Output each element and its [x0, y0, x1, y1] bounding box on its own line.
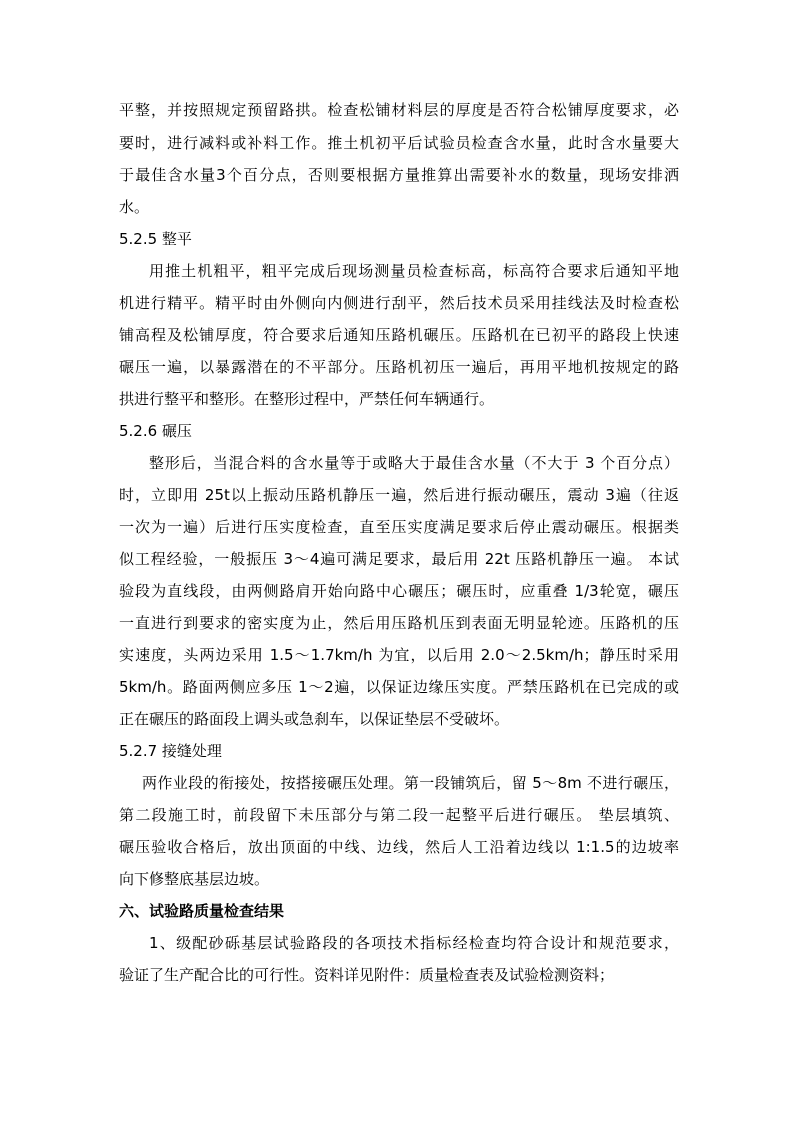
- paragraph-line: 实速度，头两边采用 1.5～1.7km/h 为宜，以后用 2.0～2.5km/h；静压时采用: [119, 646, 679, 664]
- paragraph-line: 正在碾压的路面段上调头或急刹车，以保证垫层不受破坏。: [119, 710, 510, 728]
- section-heading-5-2-5: 5.2.5 整平: [119, 230, 192, 248]
- paragraph-line: 于最佳含水量3个百分点，否则要根据方量推算出需要补水的数量，现场安排洒: [119, 166, 679, 184]
- paragraph-line: 1、级配砂砾基层试验路段的各项技术指标经检查均符合设计和规范要求，: [149, 934, 679, 952]
- paragraph-line: 一直进行到要求的密实度为止，然后用压路机压到表面无明显轮迹。压路机的压: [119, 614, 679, 632]
- paragraph-line: 验段为直线段，由两侧路肩开始向路中心碾压；碾压时，应重叠 1/3轮宽，碾压: [119, 582, 679, 600]
- paragraph-line: 5km/h。路面两侧应多压 1～2遍，以保证边缘压实度。严禁压路机在已完成的或: [119, 678, 679, 696]
- paragraph-line: 水。: [119, 198, 150, 216]
- paragraph-line: 整形后，当混合料的含水量等于或略大于最佳含水量（不大于 3 个百分点）: [149, 454, 679, 472]
- paragraph-line: 碾压一遍，以暴露潜在的不平部分。压路机初压一遍后，再用平地机按规定的路: [119, 358, 679, 376]
- paragraph-line: 铺高程及松铺厚度，符合要求后通知压路机碾压。压路机在已初平的路段上快速: [119, 326, 679, 344]
- paragraph-line: 拱进行整平和整形。在整形过程中，严禁任何车辆通行。: [119, 390, 495, 408]
- paragraph-line: 似工程经验，一般振压 3～4遍可满足要求，最后用 22t 压路机静压一遍。 本试: [119, 550, 679, 568]
- section-heading-5-2-7: 5.2.7 接缝处理: [119, 742, 222, 760]
- paragraph-line: 第二段施工时，前段留下未压部分与第二段一起整平后进行碾压。 垫层填筑、: [119, 806, 679, 824]
- paragraph-line: 两作业段的衔接处，按搭接碾压处理。第一段铺筑后，留 5～8m 不进行碾压，: [142, 774, 679, 792]
- paragraph-line: 机进行精平。精平时由外侧向内侧进行刮平，然后技术员采用挂线法及时检查松: [119, 294, 679, 312]
- section-heading-5-2-6: 5.2.6 碾压: [119, 422, 192, 440]
- chapter-heading-6: 六、试验路质量检查结果: [119, 902, 285, 920]
- paragraph-line: 向下修整底基层边坡。: [119, 870, 270, 888]
- paragraph-line: 用推土机粗平，粗平完成后现场测量员检查标高，标高符合要求后通知平地: [149, 262, 679, 280]
- paragraph-line: 验证了生产配合比的可行性。资料详见附件：质量检查表及试验检测资料；: [119, 966, 615, 984]
- paragraph-line: 一次为一遍）后进行压实度检查，直至压实度满足要求后停止震动碾压。根据类: [119, 518, 679, 536]
- paragraph-line: 时，立即用 25t以上振动压路机静压一遍，然后进行振动碾压，震动 3遍（往返: [119, 486, 679, 504]
- paragraph-line: 平整，并按照规定预留路拱。检查松铺材料层的厚度是否符合松铺厚度要求，必: [119, 101, 679, 119]
- paragraph-line: 要时，进行减料或补料工作。推土机初平后试验员检查含水量，此时含水量要大: [119, 134, 679, 152]
- paragraph-line: 碾压验收合格后，放出顶面的中线、边线，然后人工沿着边线以 1:1.5的边坡率: [119, 838, 679, 856]
